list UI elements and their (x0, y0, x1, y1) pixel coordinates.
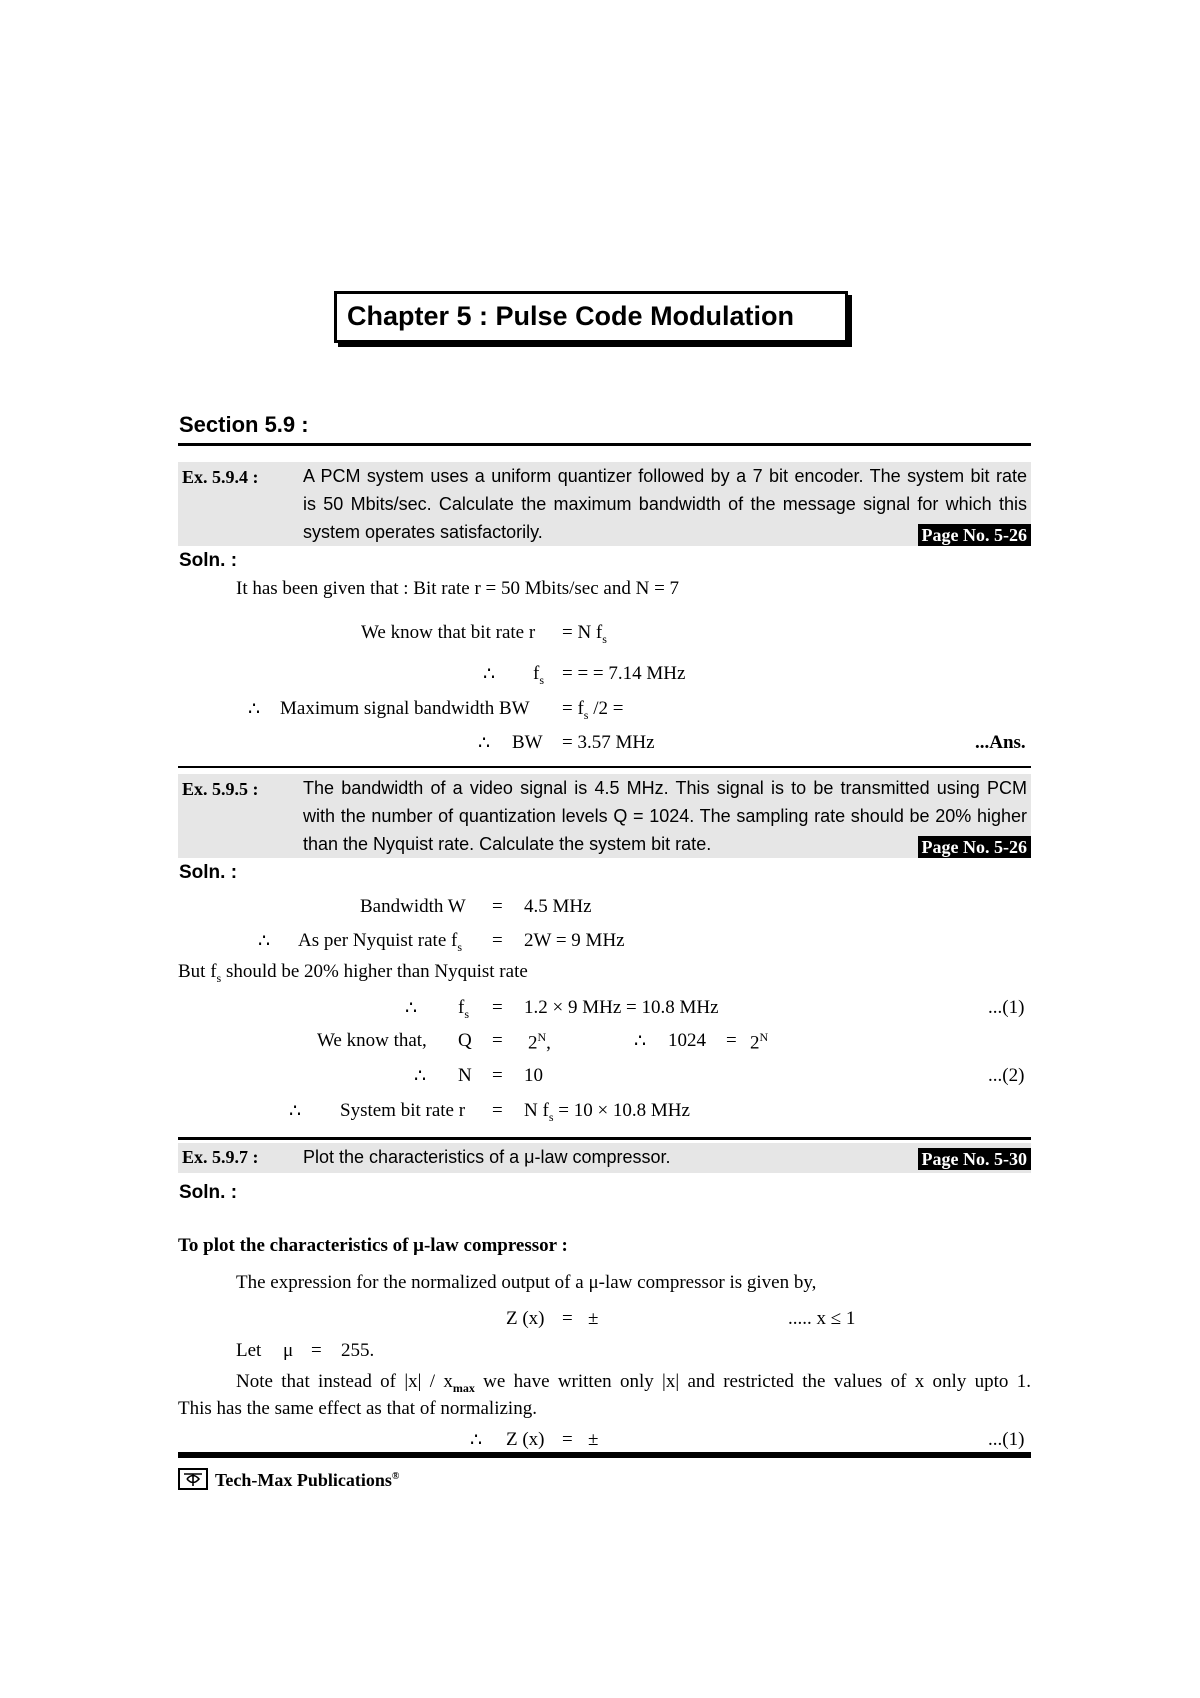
equals-sign: = (492, 1065, 503, 1086)
equation-left: System bit rate r (340, 1100, 466, 1121)
equals-sign: = (311, 1340, 322, 1361)
example-box-5-9-4 (178, 462, 1031, 546)
page-reference-badge: Page No. 5-26 (918, 524, 1031, 546)
section-title: Section 5.9 : (179, 412, 309, 437)
equation-left: $f_s$ (458, 997, 469, 1021)
therefore-symbol: ∴ (289, 1101, 302, 1122)
equation-tag: ...(1) (988, 1429, 1025, 1450)
therefore-symbol: ∴ (248, 699, 261, 720)
equation-right: N $f_s = 10 \times 10.8$ MHz (524, 1100, 690, 1124)
equation-left: Z (x) (506, 1429, 545, 1450)
equation-right: = = = 7.14 MHz (562, 663, 686, 684)
equals-sign: = (562, 1308, 573, 1329)
therefore-symbol: ∴ (478, 733, 491, 754)
therefore-symbol: ∴ (405, 998, 418, 1019)
given-statement: It has been given that : Bit rate r = 50 Mbits/sec and N = 7 (236, 578, 680, 599)
text-line: Note that instead of $|x| / x_{max}$ we have written only |x| and restricted the values of x only upto 1. (236, 1371, 1031, 1395)
example-divider (178, 1137, 1031, 1140)
example-question: Plot the characteristics of a μ-law compressor. (303, 1147, 671, 1167)
therefore-symbol: ∴ (634, 1031, 647, 1052)
equation-left: As per Nyquist rate $f_s$ (298, 930, 463, 954)
publisher-name: Tech-Max Publications® (215, 1470, 400, 1490)
equation-right: $2^N$, (528, 1030, 551, 1054)
equation-var: Q (458, 1030, 472, 1051)
equation-condition: ..... x ≤ 1 (788, 1308, 856, 1329)
equation-left: We know that, (317, 1030, 427, 1051)
text-line: The expression for the normalized output of a μ-law compressor is given by, (236, 1272, 817, 1293)
equals-sign: = (492, 1030, 503, 1051)
plus-minus-sign: ± (588, 1429, 599, 1450)
therefore-symbol: ∴ (258, 931, 271, 952)
equation-value: 1024 (668, 1030, 706, 1051)
equation-left: $f_s$ (533, 663, 544, 687)
footer-rule (178, 1452, 1031, 1458)
equation-right: = $f_s$ /2 = (562, 698, 624, 722)
page-reference-badge: Page No. 5-30 (918, 1148, 1031, 1170)
example-box-5-9-7 (178, 1143, 1031, 1173)
equation-right: 2W = 9 MHz (524, 930, 625, 951)
section-rule (178, 443, 1031, 446)
example-label: Ex. 5.9.5 : (182, 779, 259, 799)
subheading: To plot the characteristics of μ-law compressor : (178, 1235, 568, 1256)
plus-minus-sign: ± (588, 1308, 599, 1329)
equation-left: N (458, 1065, 472, 1086)
therefore-symbol: ∴ (470, 1430, 483, 1451)
equation-left: Z (x) (506, 1308, 545, 1329)
solution-label: Soln. : (179, 550, 238, 571)
mu-symbol: μ (283, 1340, 294, 1361)
equation-tag: ...(1) (988, 997, 1025, 1018)
solution-label: Soln. : (179, 862, 238, 883)
chapter-title: Chapter 5 : Pulse Code Modulation (347, 301, 795, 331)
equals-sign: = (492, 1100, 503, 1121)
equation-value: 255. (341, 1340, 375, 1361)
equals-sign: = (726, 1030, 737, 1051)
answer-tag: ...Ans. (975, 732, 1026, 753)
solution-label: Soln. : (179, 1182, 238, 1203)
equals-sign: = (492, 997, 503, 1018)
equals-sign: = (562, 1429, 573, 1450)
equation-left: BW (512, 732, 543, 753)
page-reference-badge: Page No. 5-26 (918, 836, 1031, 858)
example-label: Ex. 5.9.4 : (182, 467, 259, 487)
equation-value: $2^N$ (750, 1030, 769, 1054)
question-line: system operates satisfactorily. (303, 522, 543, 542)
question-line: than the Nyquist rate. Calculate the system bit rate. (303, 834, 712, 854)
therefore-symbol: ∴ (414, 1066, 427, 1087)
equation-right: 4.5 MHz (524, 896, 592, 917)
question-line: The bandwidth of a video signal is 4.5 MHz. This signal is to be transmitted using PCM (303, 778, 1027, 798)
question-line: is 50 Mbits/sec. Calculate the maximum bandwidth of the message signal for which this (303, 494, 1027, 514)
text-line: Let (236, 1340, 262, 1361)
equation-right: = N $f_s$ (562, 622, 607, 646)
equals-sign: = (492, 930, 503, 951)
equation-left: Bandwidth W (360, 896, 466, 917)
equation-left: Maximum signal bandwidth BW (280, 698, 530, 719)
equation-tag: ...(2) (988, 1065, 1025, 1086)
chapter-title-box (334, 291, 848, 343)
equation-left: We know that bit rate r (361, 622, 536, 643)
equation-right: 1.2 × 9 MHz = 10.8 MHz (524, 997, 719, 1018)
equation-right: 10 (524, 1065, 543, 1086)
equals-sign: = (492, 896, 503, 917)
question-line: A PCM system uses a uniform quantizer followed by a 7 bit encoder. The system bit rate (303, 466, 1027, 486)
text-line: But $f_s$ should be 20% higher than Nyquist rate (178, 961, 528, 985)
text-line: This has the same effect as that of normalizing. (178, 1398, 537, 1419)
example-divider (178, 766, 1031, 768)
example-box-5-9-5 (178, 774, 1031, 858)
example-label: Ex. 5.9.7 : (182, 1147, 259, 1167)
publisher-logo-icon (178, 1468, 208, 1490)
equation-right: = 3.57 MHz (562, 732, 655, 753)
question-line: with the number of quantization levels Q = 1024. The sampling rate should be 20% higher (303, 806, 1027, 826)
therefore-symbol: ∴ (483, 664, 496, 685)
